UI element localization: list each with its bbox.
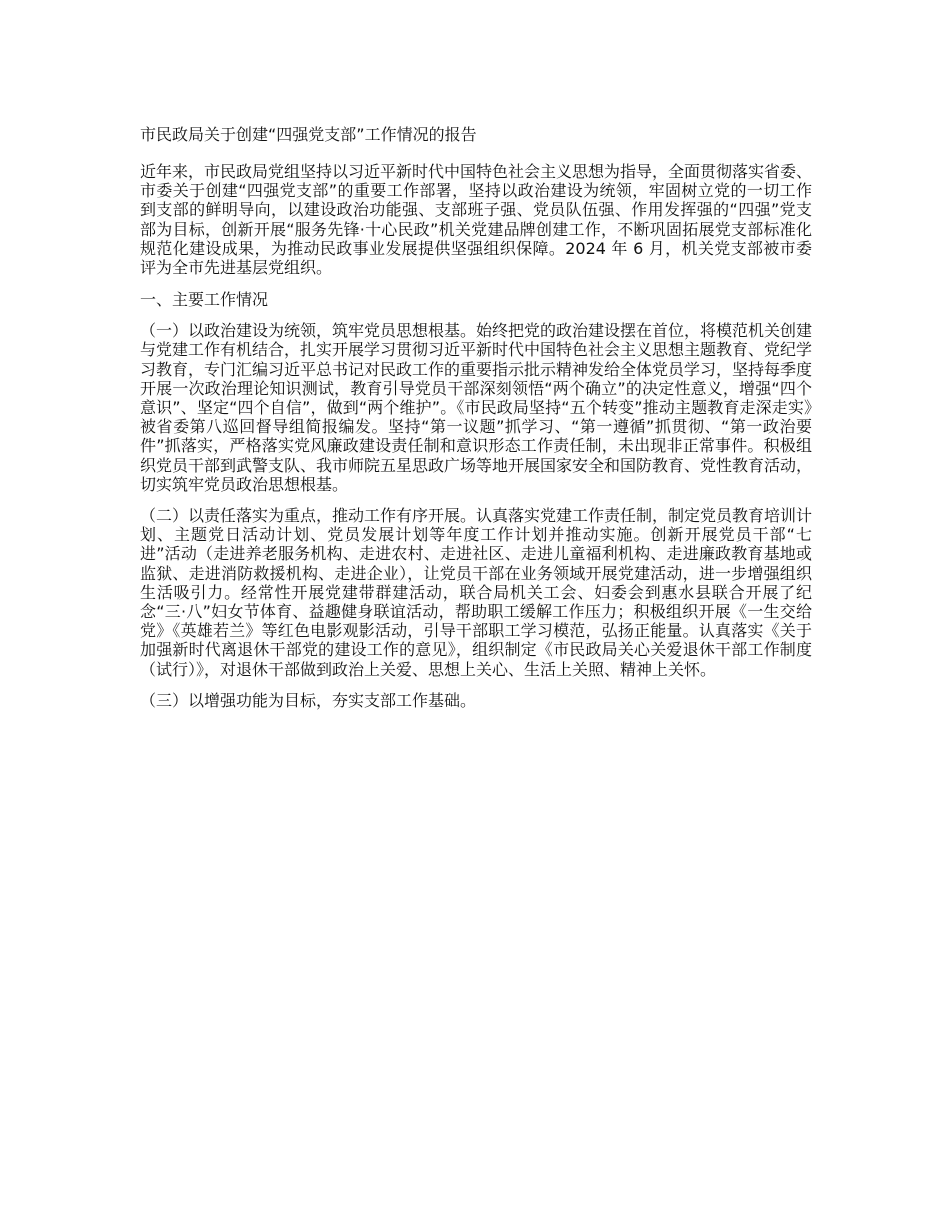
section-heading: 一、主要工作情况 bbox=[140, 290, 269, 310]
intro-paragraph: 近年来，市民政局党组坚持以习近平新时代中国特色社会主义思想为指导，全面贯彻落实省委、市委关于创建“四强党支部”的重要工作部署，坚持以政治建设为统领，牢固树立党的一切工作到支部的鲜明导向，以建设政治功能强、支部班子强、党员队伍强、作用发挥强的“四强”党支部为目标，创新开展“服务先锋·十心民政”机关党建品牌创建工作，不断巩固拓展党支部标准化规范化建设成果，为推动民政事业发展提供坚强组织保障。2024 年 6 月，机关党支部被市委评为全市先进基层党组织。 bbox=[140, 162, 813, 278]
paragraph-1: （一）以政治建设为统领，筑牢党员思想根基。始终把党的政治建设摆在首位，将模范机关创建与党建工作有机结合，扎实开展学习贯彻习近平新时代中国特色社会主义思想主题教育、党纪学习教育，专门汇编习近平总书记对民政工作的重要指示批示精神发给全体党员学习，坚持每季度开展一次政治理论知识测试，教育引导党员干部深刻领悟“两个确立”的决定性意义，增强“四个意识”、坚定“四个自信”，做到“两个维护”。《市民政局坚持“五个转变”推动主题教育走深走实》被省委第八巡回督导组简报编发。坚持“第一议题”抓学习、“第一遵循”抓贯彻、“第一政治要件”抓落实，严格落实党风廉政建设责任制和意识形态工作责任制，未出现非正常事件。积极组织党员干部到武警支队、我市师院五星思政广场等地开展国家安全和国防教育、党性教育活动，切实筑牢党员政治思想根基。 bbox=[140, 321, 813, 494]
document-page bbox=[140, 124, 812, 722]
paragraph-3: （三）以增强功能为目标，夯实支部工作基础。 bbox=[140, 690, 477, 710]
paragraph-2: （二）以责任落实为重点，推动工作有序开展。认真落实党建工作责任制，制定党员教育培训计划、主题党日活动计划、党员发展计划等年度工作计划并推动实施。创新开展党员干部“七进”活动（走进养老服务机构、走进农村、走进社区、走进儿童福利机构、走进廉政教育基地或监狱、走进消防救援机构、走进企业），让党员干部在业务领域开展党建活动，进一步增强组织生活吸引力。经常性开展党建带群建活动，联合局机关工会、妇委会到惠水县联合开展了纪念“三·八”妇女节体育、益趣健身联谊活动，帮助职工缓解工作压力；积极组织开展《一生交给党》《英雄若兰》等红色电影观影活动，引导干部职工学习模范，弘扬正能量。认真落实《关于加强新时代离退休干部党的建设工作的意见》，组织制定《市民政局关心关爱退休干部工作制度（试行）》，对退休干部做到政治上关爱、思想上关心、生活上关照、精神上关怀。 bbox=[140, 506, 813, 679]
document-title: 市民政局关于创建“四强党支部”工作情况的报告 bbox=[140, 125, 477, 144]
